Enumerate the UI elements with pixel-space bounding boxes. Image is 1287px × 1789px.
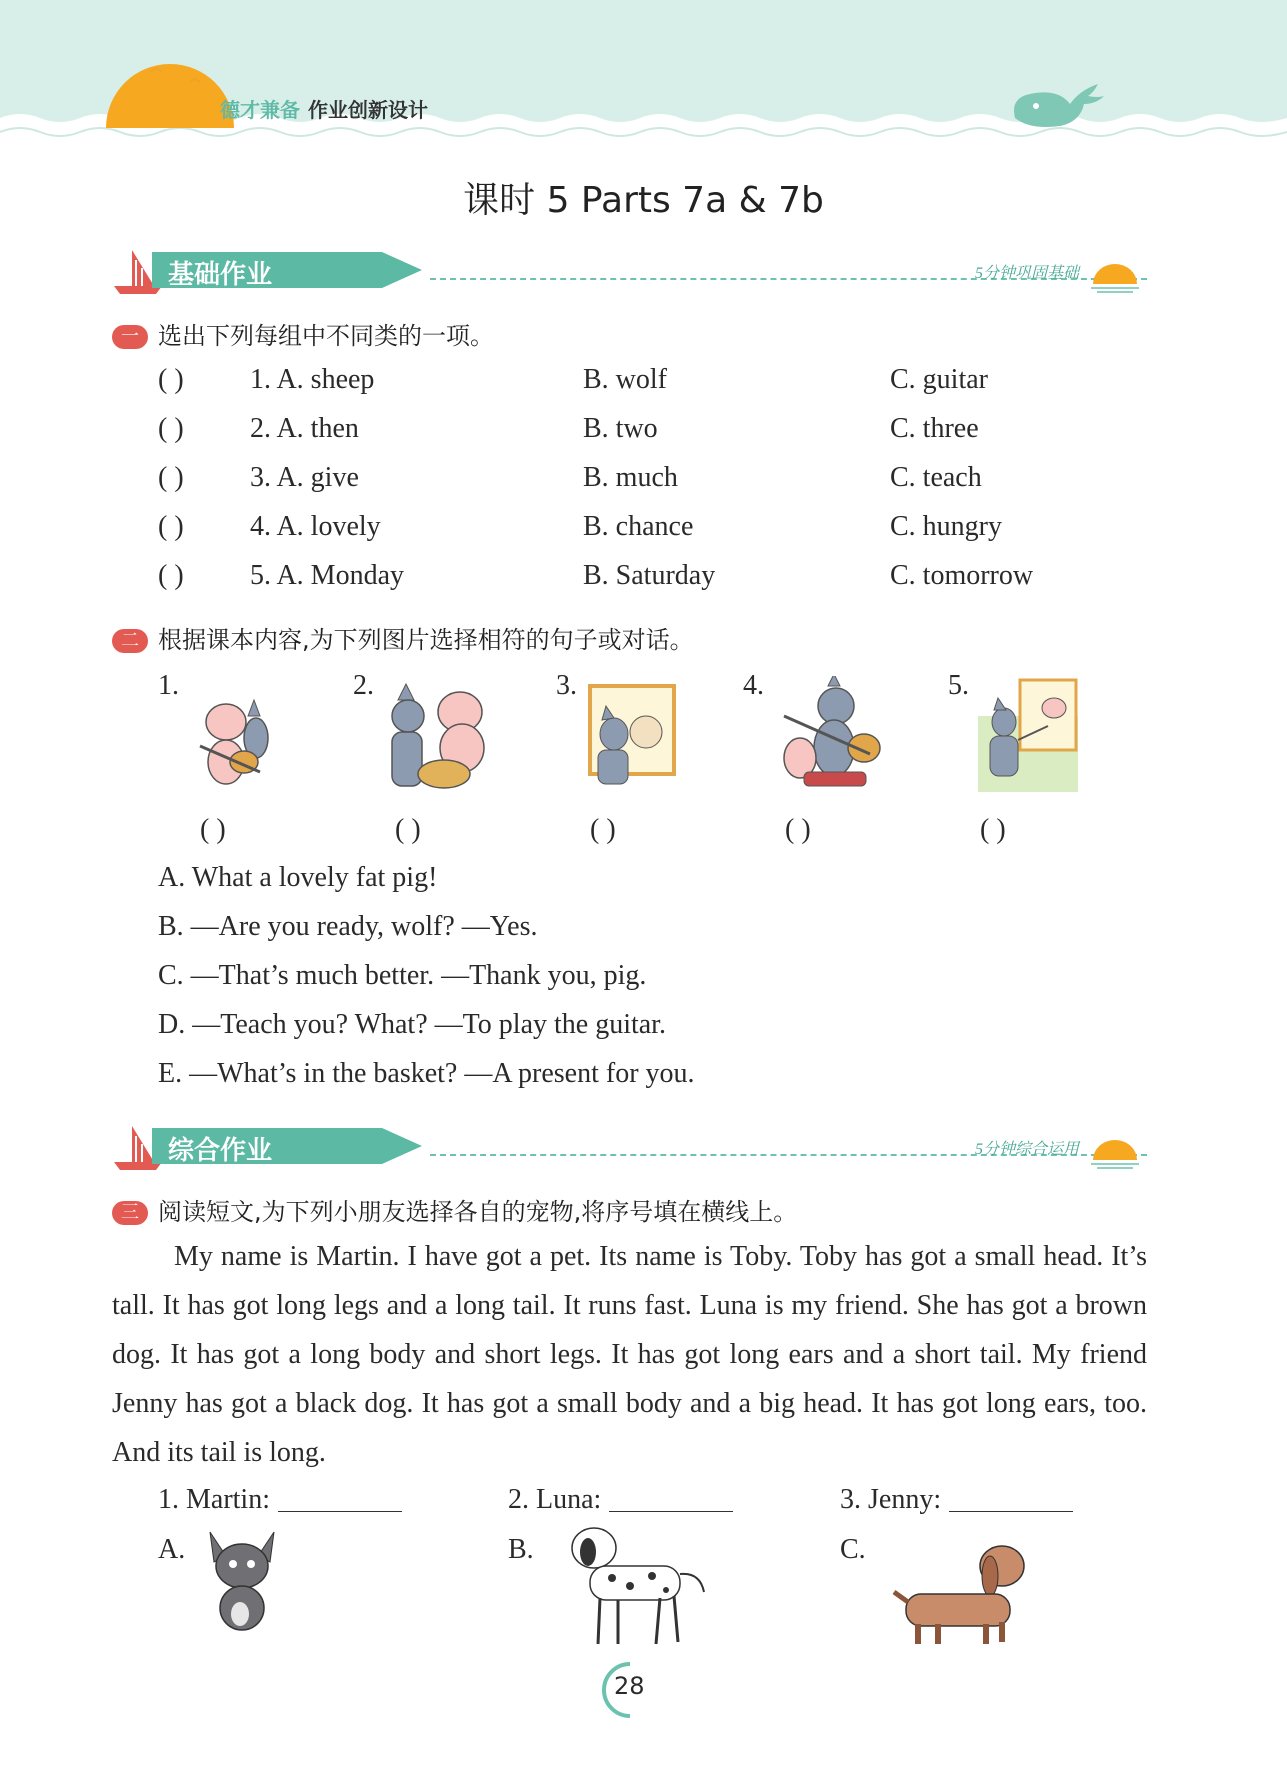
option-a: 3. A. give	[250, 462, 359, 493]
answer-blank[interactable]: ( )	[158, 511, 184, 542]
section-label: 基础作业	[168, 260, 273, 290]
option-a: 2. A. then	[250, 413, 359, 444]
option-c: C. hungry	[890, 511, 1002, 542]
wolf-pig-basket-picture	[378, 682, 502, 794]
fill-luna	[508, 1484, 733, 1516]
pig-wolf-guitar-picture	[190, 676, 280, 790]
picture-label: 2.	[353, 670, 374, 701]
page-title: 课时 5 Parts 7a & 7b	[463, 180, 824, 221]
option-b: B. Saturday	[583, 560, 716, 591]
page-number: 28	[614, 1672, 645, 1700]
option-a: 4. A. lovely	[250, 511, 381, 542]
choice-label: B.	[508, 1534, 534, 1565]
header-band	[0, 0, 1287, 150]
page-number-arc	[600, 1660, 650, 1720]
answer-blank[interactable]: ( )	[395, 814, 421, 845]
answer-line[interactable]	[609, 1485, 733, 1512]
answer-blank[interactable]: ( )	[158, 560, 184, 591]
header-decoration	[0, 0, 1287, 160]
brand-dark: 作业创新设计	[308, 98, 428, 122]
wolf-guitar-pig-picture	[774, 676, 884, 792]
question-number: 二	[112, 629, 148, 653]
fill-jenny	[840, 1484, 1073, 1516]
answer-line[interactable]	[278, 1485, 402, 1512]
question-3-heading	[112, 1192, 797, 1227]
option-c: C. guitar	[890, 364, 988, 395]
picture-label: 5.	[948, 670, 969, 701]
question-instruction: 根据课本内容,为下列图片选择相符的句子或对话。	[158, 626, 694, 654]
picture-label: 4.	[743, 670, 764, 701]
question-number: 三	[112, 1201, 148, 1225]
answer-blank[interactable]: ( )	[200, 814, 226, 845]
option-b: B. wolf	[583, 364, 667, 395]
wolf-window-pig-picture	[978, 676, 1078, 792]
small-sun-icon	[1085, 1132, 1145, 1172]
question-instruction: 阅读短文,为下列小朋友选择各自的宠物,将序号填在横线上。	[158, 1198, 798, 1226]
section-comprehensive	[112, 1122, 1147, 1172]
option-line: C. —That’s much better. —Thank you, pig.	[158, 960, 647, 991]
option-line: A. What a lovely fat pig!	[158, 862, 438, 893]
question-instruction: 选出下列每组中不同类的一项。	[158, 322, 494, 350]
option-line: B. —Are you ready, wolf? —Yes.	[158, 911, 538, 942]
spotted-dog-picture	[560, 1522, 710, 1650]
fill-label: 2. Luna:	[508, 1484, 602, 1515]
section-note: 5分钟巩固基础	[974, 265, 1079, 282]
option-line: D. —Teach you? What? —To play the guitar.	[158, 1009, 666, 1040]
option-a: 1. A. sheep	[250, 364, 375, 395]
choice-label: A.	[158, 1534, 186, 1565]
answer-blank[interactable]: ( )	[158, 413, 184, 444]
answer-blank[interactable]: ( )	[785, 814, 811, 845]
choice-label: C.	[840, 1534, 866, 1565]
question-1-heading	[112, 316, 494, 351]
option-a: 5. A. Monday	[250, 560, 404, 591]
sun-icon	[106, 64, 234, 128]
fill-martin	[158, 1484, 402, 1516]
option-line: E. —What’s in the basket? —A present for you.	[158, 1058, 695, 1089]
section-label: 综合作业	[168, 1136, 273, 1166]
option-c: C. three	[890, 413, 979, 444]
picture-label: 3.	[556, 670, 577, 701]
option-c: C. tomorrow	[890, 560, 1034, 591]
section-basic	[112, 246, 1147, 296]
answer-blank[interactable]: ( )	[980, 814, 1006, 845]
reading-passage: My name is Martin. I have got a pet. Its name is Toby. Toby has got a small head. It’s tall. It has got long legs and a long tail. It runs fast. Luna is my friend. She has got a brown dog. It has got a long body and short legs. It has got long ears and a short tail. My friend Jenny has got a black dog. It has got a small body and a big head. It has got long ears, too. And its tail is long.	[112, 1241, 1147, 1468]
brand	[220, 94, 428, 123]
answer-blank[interactable]: ( )	[590, 814, 616, 845]
fill-label: 1. Martin:	[158, 1484, 270, 1515]
option-c: C. teach	[890, 462, 982, 493]
question-2-heading	[112, 620, 694, 655]
small-sun-icon	[1085, 256, 1145, 296]
option-b: B. much	[583, 462, 678, 493]
long-dog-picture	[890, 1536, 1040, 1650]
brand-colored: 德才兼备	[220, 98, 300, 122]
option-b: B. two	[583, 413, 658, 444]
picture-label: 1.	[158, 670, 179, 701]
whale-icon	[1014, 84, 1104, 127]
fill-label: 3. Jenny:	[840, 1484, 942, 1515]
option-b: B. chance	[583, 511, 694, 542]
answer-blank[interactable]: ( )	[158, 364, 184, 395]
answer-blank[interactable]: ( )	[158, 462, 184, 493]
section-note: 5分钟综合运用	[974, 1141, 1079, 1158]
question-number: 一	[112, 325, 148, 349]
window-scene-picture	[584, 684, 678, 788]
small-dog-picture	[200, 1528, 284, 1634]
answer-line[interactable]	[949, 1485, 1073, 1512]
